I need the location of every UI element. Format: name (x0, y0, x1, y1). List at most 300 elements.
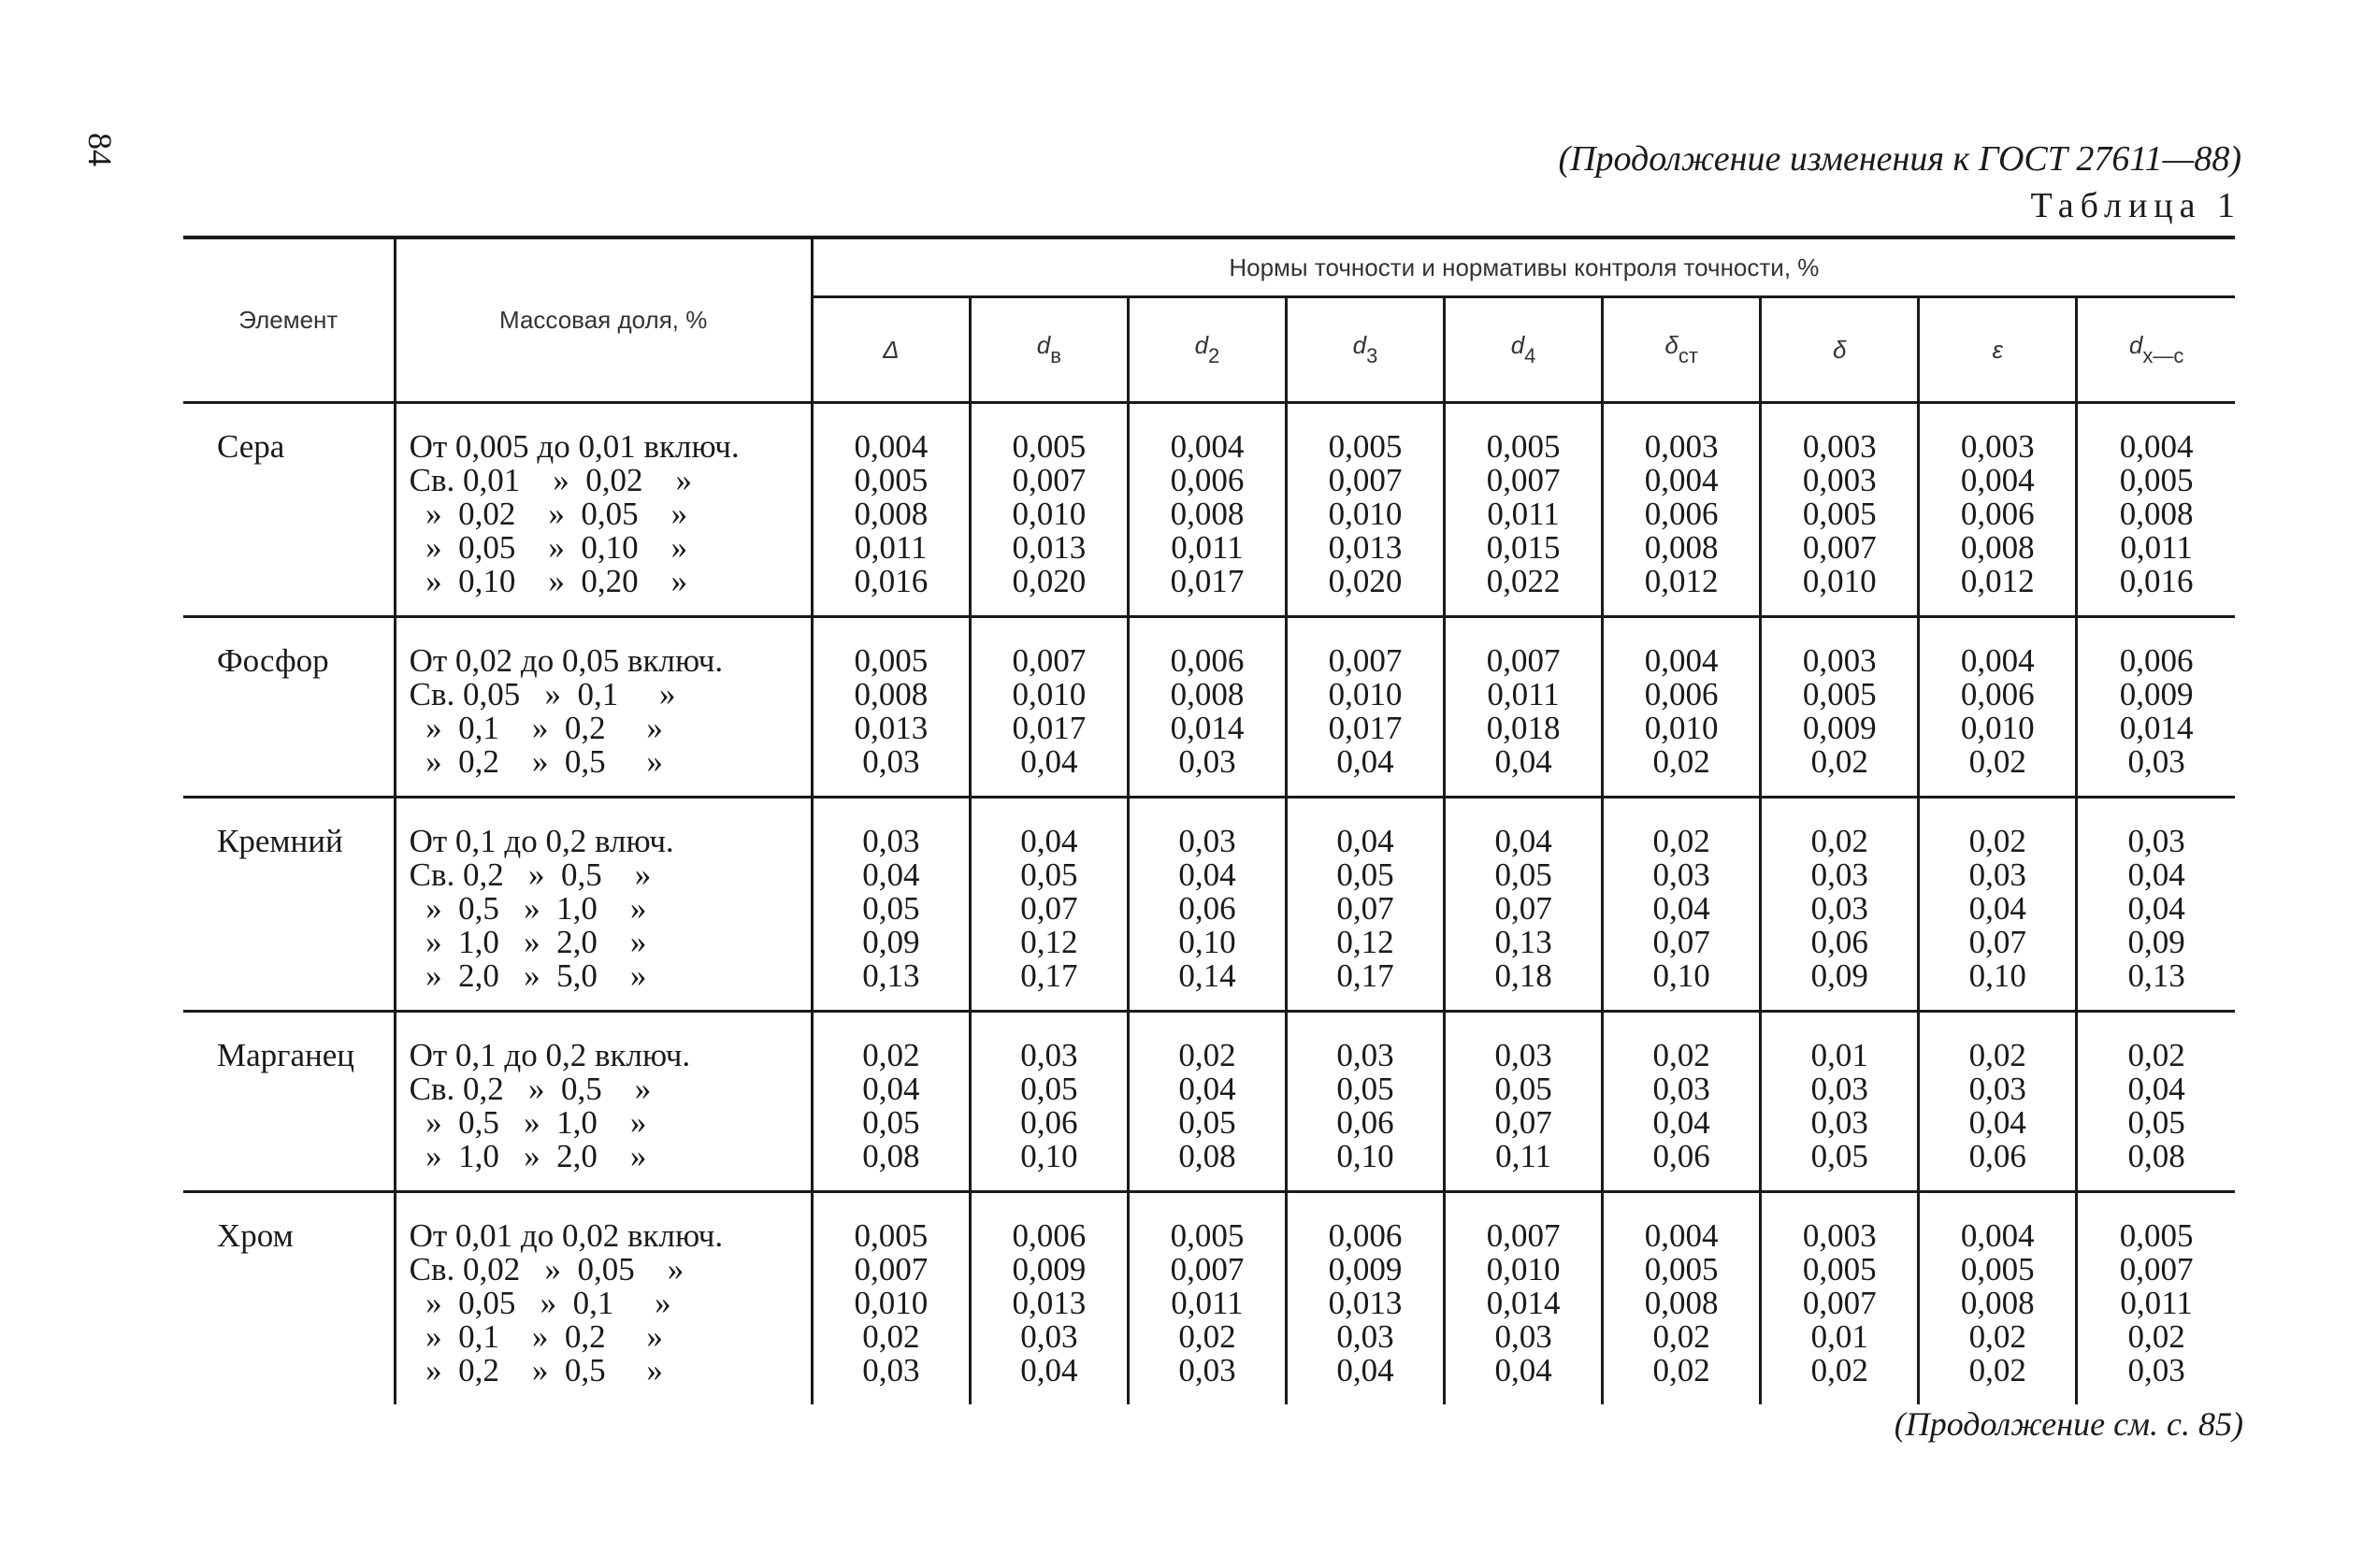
mass-range-line: Св. 0,01 » 0,02 » (409, 462, 692, 498)
value-cell: 0,03 (1494, 1318, 1552, 1355)
value-cell: 0,02 (1810, 823, 1868, 859)
value-cell: 0,010 (1960, 710, 2035, 746)
column-header-symbol: d (1352, 331, 1367, 359)
value-column (1128, 1192, 1286, 1405)
value-cell: 0,007 (1012, 462, 1087, 498)
value-cell: 0,02 (1810, 743, 1868, 780)
value-cell: 0,13 (862, 957, 920, 994)
value-cell: 0,009 (1802, 710, 1877, 746)
value-column (812, 1192, 970, 1405)
table-row (183, 403, 2235, 617)
value-cell: 0,02 (2127, 1037, 2185, 1073)
value-cell: 0,04 (1336, 1352, 1394, 1388)
value-cell: 0,04 (862, 1071, 920, 1107)
value-cell: 0,08 (2127, 1138, 2185, 1174)
element-name: Марганец (183, 1012, 395, 1192)
column-header (1128, 297, 1286, 403)
value-cell: 0,006 (1328, 1217, 1403, 1254)
value-cell: 0,014 (2119, 710, 2194, 746)
value-cell: 0,03 (1652, 1071, 1710, 1107)
value-cell: 0,005 (854, 462, 929, 498)
value-cell: 0,04 (2127, 856, 2185, 893)
value-column (1919, 798, 2077, 1012)
value-cell: 0,10 (1968, 957, 2026, 994)
value-column (970, 403, 1128, 617)
value-column (1445, 798, 1603, 1012)
value-cell: 0,04 (2127, 1071, 2185, 1107)
value-cell: 0,009 (1012, 1251, 1087, 1287)
value-cell: 0,03 (1020, 1037, 1078, 1073)
value-cell: 0,06 (1810, 924, 1868, 960)
value-cell: 0,011 (1487, 496, 1560, 532)
value-cell: 0,05 (862, 1104, 920, 1141)
value-cell: 0,10 (1020, 1138, 1078, 1174)
value-cell: 0,06 (1652, 1138, 1710, 1174)
mass-range-line: » 0,05 » 0,10 » (409, 529, 688, 566)
value-cell: 0,02 (1652, 823, 1710, 859)
table-row (183, 1192, 2235, 1405)
value-cell: 0,05 (1336, 1071, 1394, 1107)
value-cell: 0,005 (1644, 1251, 1719, 1287)
mass-range-line: » 0,2 » 0,5 » (409, 743, 663, 780)
mass-range-line: » 0,1 » 0,2 » (409, 1318, 663, 1355)
value-cell: 0,04 (862, 856, 920, 893)
value-cell: 0,003 (1802, 1217, 1877, 1254)
value-cell: 0,03 (1020, 1318, 1078, 1355)
value-cell: 0,02 (1968, 1037, 2026, 1073)
header-accuracy-norms: Нормы точности и нормативы контроля точности, % (812, 237, 2235, 297)
value-cell: 0,006 (1170, 462, 1245, 498)
value-cell: 0,02 (1652, 743, 1710, 780)
value-cell: 0,010 (1644, 710, 1719, 746)
value-cell: 0,02 (1968, 1318, 2026, 1355)
value-column (2077, 1012, 2235, 1192)
value-cell: 0,011 (1487, 676, 1560, 712)
value-cell: 0,09 (862, 924, 920, 960)
value-cell: 0,003 (1644, 428, 1719, 465)
value-cell: 0,03 (1178, 823, 1236, 859)
mass-range-line: Св. 0,05 » 0,1 » (409, 676, 676, 712)
value-cell: 0,05 (1336, 856, 1394, 893)
value-cell: 0,006 (1960, 496, 2035, 532)
value-cell: 0,05 (862, 890, 920, 927)
value-cell: 0,005 (1170, 1217, 1245, 1254)
value-cell: 0,02 (1652, 1037, 1710, 1073)
value-cell: 0,013 (854, 710, 929, 746)
value-cell: 0,03 (1494, 1037, 1552, 1073)
value-cell: 0,011 (2120, 1285, 2193, 1321)
value-column (1128, 798, 1286, 1012)
value-column (2077, 403, 2235, 617)
value-cell: 0,04 (1336, 823, 1394, 859)
accuracy-norms-table (183, 236, 2235, 1404)
mass-range-line: От 0,01 до 0,02 включ. (409, 1217, 724, 1254)
value-cell: 0,01 (1810, 1037, 1868, 1073)
value-column (970, 617, 1128, 798)
column-header (1603, 297, 1761, 403)
value-cell: 0,07 (1652, 924, 1710, 960)
value-cell: 0,006 (1644, 496, 1719, 532)
mass-range-line: » 0,10 » 0,20 » (409, 563, 688, 599)
value-column (1286, 798, 1444, 1012)
mass-fraction-ranges (395, 1012, 812, 1192)
value-column (812, 1012, 970, 1192)
value-cell: 0,06 (1336, 1104, 1394, 1141)
value-cell: 0,03 (1810, 856, 1868, 893)
value-cell: 0,008 (1644, 529, 1719, 566)
value-cell: 0,007 (1328, 462, 1403, 498)
value-cell: 0,014 (1170, 710, 1245, 746)
value-cell: 0,013 (1012, 1285, 1087, 1321)
value-cell: 0,18 (1494, 957, 1552, 994)
value-column (1445, 1012, 1603, 1192)
column-header (970, 297, 1128, 403)
mass-fraction-ranges (395, 798, 812, 1012)
value-cell: 0,006 (1012, 1217, 1087, 1254)
value-cell: 0,03 (1336, 1037, 1394, 1073)
value-cell: 0,003 (1802, 428, 1877, 465)
value-cell: 0,11 (1495, 1138, 1552, 1174)
mass-range-line: От 0,005 до 0,01 включ. (409, 428, 740, 465)
value-cell: 0,009 (2119, 676, 2194, 712)
mass-range-line: От 0,02 до 0,05 включ. (409, 642, 724, 679)
column-header-subscript: 2 (1208, 344, 1220, 367)
value-cell: 0,07 (1968, 924, 2026, 960)
value-cell: 0,003 (1802, 642, 1877, 679)
column-header-subscript: в (1050, 344, 1061, 367)
value-cell: 0,010 (1802, 563, 1877, 599)
header-continuation: (Продолжение изменения к ГОСТ 27611—88) (1558, 139, 2241, 179)
value-cell: 0,03 (1178, 743, 1236, 780)
value-cell: 0,02 (1810, 1352, 1868, 1388)
column-header (812, 297, 970, 403)
value-cell: 0,005 (1328, 428, 1403, 465)
value-column (1445, 1192, 1603, 1405)
value-cell: 0,022 (1486, 563, 1561, 599)
value-column (1445, 617, 1603, 798)
value-cell: 0,02 (862, 1037, 920, 1073)
value-cell: 0,06 (1968, 1138, 2026, 1174)
value-cell: 0,013 (1328, 1285, 1403, 1321)
value-column (1128, 617, 1286, 798)
value-cell: 0,003 (1802, 462, 1877, 498)
value-cell: 0,04 (1968, 1104, 2026, 1141)
value-cell: 0,006 (1644, 676, 1719, 712)
value-cell: 0,012 (1960, 563, 2035, 599)
value-cell: 0,04 (1178, 856, 1236, 893)
value-cell: 0,07 (1494, 890, 1552, 927)
value-cell: 0,03 (862, 1352, 920, 1388)
value-cell: 0,05 (1178, 1104, 1236, 1141)
value-cell: 0,005 (854, 1217, 929, 1254)
value-cell: 0,010 (854, 1285, 929, 1321)
value-cell: 0,020 (1328, 563, 1403, 599)
value-cell: 0,020 (1012, 563, 1087, 599)
value-cell: 0,005 (1486, 428, 1561, 465)
value-cell: 0,011 (1171, 529, 1244, 566)
value-cell: 0,04 (1020, 823, 1078, 859)
value-cell: 0,007 (2119, 1251, 2194, 1287)
column-header-symbol: Δ (883, 335, 900, 364)
header-element: Элемент (183, 237, 395, 403)
value-cell: 0,03 (1336, 1318, 1394, 1355)
value-cell: 0,03 (1968, 856, 2026, 893)
mass-range-line: » 1,0 » 2,0 » (409, 1138, 647, 1174)
value-column (1286, 617, 1444, 798)
mass-range-line: » 0,2 » 0,5 » (409, 1352, 663, 1388)
value-cell: 0,14 (1178, 957, 1236, 994)
value-cell: 0,02 (1968, 823, 2026, 859)
value-column (1919, 1192, 2077, 1405)
table-row (183, 1012, 2235, 1192)
value-cell: 0,03 (862, 823, 920, 859)
value-cell: 0,005 (1802, 676, 1877, 712)
value-cell: 0,04 (1652, 1104, 1710, 1141)
value-column (812, 798, 970, 1012)
value-cell: 0,005 (1960, 1251, 2035, 1287)
element-name: Фосфор (183, 617, 395, 798)
value-cell: 0,08 (862, 1138, 920, 1174)
mass-range-line: » 2,0 » 5,0 » (409, 957, 647, 994)
value-cell: 0,03 (862, 743, 920, 780)
column-header-symbol: d (2128, 331, 2143, 359)
value-cell: 0,02 (2127, 1318, 2185, 1355)
value-column (1919, 1012, 2077, 1192)
mass-range-line: » 1,0 » 2,0 » (409, 924, 647, 960)
column-header-symbol: δ (1664, 331, 1679, 359)
value-cell: 0,017 (1170, 563, 1245, 599)
column-header-symbol: d (1510, 331, 1525, 359)
value-cell: 0,04 (2127, 890, 2185, 927)
value-cell: 0,005 (1012, 428, 1087, 465)
value-cell: 0,008 (1170, 676, 1245, 712)
value-cell: 0,004 (854, 428, 929, 465)
value-cell: 0,008 (1644, 1285, 1719, 1321)
value-cell: 0,008 (1960, 1285, 2035, 1321)
value-cell: 0,005 (1802, 1251, 1877, 1287)
value-column (2077, 1192, 2235, 1405)
value-cell: 0,08 (1178, 1138, 1236, 1174)
page-number: 84 (81, 133, 119, 166)
value-cell: 0,04 (1968, 890, 2026, 927)
value-cell: 0,05 (1810, 1138, 1868, 1174)
value-cell: 0,05 (1020, 856, 1078, 893)
value-cell: 0,02 (1968, 743, 2026, 780)
value-column (970, 798, 1128, 1012)
value-cell: 0,03 (1652, 856, 1710, 893)
value-cell: 0,005 (1802, 496, 1877, 532)
value-column (1761, 1012, 1919, 1192)
table-row (183, 798, 2235, 1012)
value-cell: 0,004 (1960, 1217, 2035, 1254)
column-header-subscript: 3 (1366, 344, 1378, 367)
value-cell: 0,006 (2119, 642, 2194, 679)
header-mass-fraction: Массовая доля, % (395, 237, 812, 403)
value-cell: 0,02 (862, 1318, 920, 1355)
value-cell: 0,014 (1486, 1285, 1561, 1321)
value-cell: 0,004 (1960, 462, 2035, 498)
value-column (1603, 1192, 1761, 1405)
column-header-symbol: ε (1992, 335, 2003, 364)
value-cell: 0,05 (1494, 856, 1552, 893)
column-header-symbol: δ (1832, 335, 1847, 364)
mass-fraction-ranges (395, 617, 812, 798)
value-cell: 0,004 (1644, 1217, 1719, 1254)
value-column (2077, 798, 2235, 1012)
column-header (1761, 297, 1919, 403)
value-cell: 0,09 (1810, 957, 1868, 994)
value-cell: 0,05 (2127, 1104, 2185, 1141)
value-column (1919, 617, 2077, 798)
table-caption: Таблица 1 (2030, 186, 2241, 225)
value-cell: 0,004 (1960, 642, 2035, 679)
value-cell: 0,04 (1336, 743, 1394, 780)
value-cell: 0,017 (1328, 710, 1403, 746)
value-column (2077, 617, 2235, 798)
value-column (1286, 1012, 1444, 1192)
value-cell: 0,07 (1494, 1104, 1552, 1141)
value-cell: 0,008 (2119, 496, 2194, 532)
element-name: Сера (183, 403, 395, 617)
mass-fraction-ranges (395, 1192, 812, 1405)
value-cell: 0,03 (1810, 1104, 1868, 1141)
value-cell: 0,010 (1486, 1251, 1561, 1287)
value-cell: 0,007 (1170, 1251, 1245, 1287)
value-column (1603, 798, 1761, 1012)
value-cell: 0,010 (1012, 676, 1087, 712)
value-cell: 0,011 (2120, 529, 2193, 566)
value-cell: 0,007 (1486, 1217, 1561, 1254)
value-cell: 0,04 (1494, 823, 1552, 859)
value-cell: 0,17 (1020, 957, 1078, 994)
value-cell: 0,17 (1336, 957, 1394, 994)
value-cell: 0,04 (1178, 1071, 1236, 1107)
value-cell: 0,008 (1170, 496, 1245, 532)
value-cell: 0,03 (2127, 743, 2185, 780)
column-header (1919, 297, 2077, 403)
value-column (1761, 403, 1919, 617)
value-cell: 0,03 (2127, 823, 2185, 859)
value-cell: 0,06 (1020, 1104, 1078, 1141)
value-column (1761, 798, 1919, 1012)
value-cell: 0,02 (1968, 1352, 2026, 1388)
mass-fraction-ranges (395, 403, 812, 617)
value-cell: 0,04 (1494, 743, 1552, 780)
mass-range-line: Св. 0,02 » 0,05 » (409, 1251, 684, 1287)
value-cell: 0,13 (1494, 924, 1552, 960)
value-cell: 0,003 (1960, 428, 2035, 465)
value-cell: 0,008 (1960, 529, 2035, 566)
value-cell: 0,008 (854, 676, 929, 712)
value-cell: 0,013 (1328, 529, 1403, 566)
value-column (970, 1192, 1128, 1405)
value-cell: 0,016 (854, 563, 929, 599)
value-cell: 0,05 (1494, 1071, 1552, 1107)
value-cell: 0,005 (2119, 1217, 2194, 1254)
mass-range-line: Св. 0,2 » 0,5 » (409, 1071, 652, 1107)
value-cell: 0,07 (1020, 890, 1078, 927)
value-cell: 0,02 (1178, 1318, 1236, 1355)
value-cell: 0,010 (1328, 676, 1403, 712)
mass-range-line: » 0,1 » 0,2 » (409, 710, 663, 746)
mass-range-line: От 0,1 до 0,2 включ. (409, 1037, 691, 1073)
value-column (1445, 403, 1603, 617)
element-name: Хром (183, 1192, 395, 1405)
value-cell: 0,07 (1336, 890, 1394, 927)
value-cell: 0,10 (1178, 924, 1236, 960)
value-cell: 0,03 (2127, 1352, 2185, 1388)
value-cell: 0,03 (1810, 1071, 1868, 1107)
value-column (1286, 403, 1444, 617)
value-cell: 0,004 (2119, 428, 2194, 465)
value-cell: 0,04 (1652, 890, 1710, 927)
value-cell: 0,011 (855, 529, 928, 566)
column-header-subscript: 4 (1524, 344, 1536, 367)
value-column (1128, 1012, 1286, 1192)
column-header (1286, 297, 1444, 403)
mass-range-line: Св. 0,2 » 0,5 » (409, 856, 652, 893)
value-cell: 0,04 (1494, 1352, 1552, 1388)
value-cell: 0,02 (1652, 1318, 1710, 1355)
element-name: Кремний (183, 798, 395, 1012)
value-cell: 0,008 (854, 496, 929, 532)
value-cell: 0,13 (2127, 957, 2185, 994)
value-cell: 0,007 (1012, 642, 1087, 679)
value-cell: 0,006 (1170, 642, 1245, 679)
mass-range-line: От 0,1 до 0,2 влюч. (409, 823, 674, 859)
value-column (1128, 403, 1286, 617)
value-column (812, 403, 970, 617)
value-column (970, 1012, 1128, 1192)
value-column (1919, 403, 2077, 617)
mass-range-line: » 0,05 » 0,1 » (409, 1285, 671, 1321)
value-cell: 0,012 (1644, 563, 1719, 599)
value-cell: 0,09 (2127, 924, 2185, 960)
value-cell: 0,05 (1020, 1071, 1078, 1107)
value-cell: 0,011 (1171, 1285, 1244, 1321)
value-cell: 0,007 (1802, 1285, 1877, 1321)
value-cell: 0,04 (1020, 743, 1078, 780)
value-cell: 0,007 (1486, 642, 1561, 679)
value-cell: 0,12 (1020, 924, 1078, 960)
column-header-symbol: d (1036, 331, 1051, 359)
value-cell: 0,004 (1170, 428, 1245, 465)
value-cell: 0,010 (1328, 496, 1403, 532)
value-column (1286, 1192, 1444, 1405)
column-header-symbol: d (1194, 331, 1209, 359)
value-cell: 0,007 (854, 1251, 929, 1287)
value-cell: 0,005 (2119, 462, 2194, 498)
mass-range-line: » 0,02 » 0,05 » (409, 496, 688, 532)
value-cell: 0,03 (1178, 1352, 1236, 1388)
value-cell: 0,005 (854, 642, 929, 679)
value-cell: 0,016 (2119, 563, 2194, 599)
mass-range-line: » 0,5 » 1,0 » (409, 890, 647, 927)
value-cell: 0,04 (1020, 1352, 1078, 1388)
value-cell: 0,01 (1810, 1318, 1868, 1355)
column-header-subscript: ст (1678, 344, 1698, 367)
value-column (1603, 403, 1761, 617)
value-cell: 0,015 (1486, 529, 1561, 566)
table-row (183, 617, 2235, 798)
value-column (1761, 1192, 1919, 1405)
value-cell: 0,007 (1802, 529, 1877, 566)
value-cell: 0,009 (1328, 1251, 1403, 1287)
value-cell: 0,018 (1486, 710, 1561, 746)
value-cell: 0,007 (1328, 642, 1403, 679)
value-column (1761, 617, 1919, 798)
value-column (1603, 617, 1761, 798)
